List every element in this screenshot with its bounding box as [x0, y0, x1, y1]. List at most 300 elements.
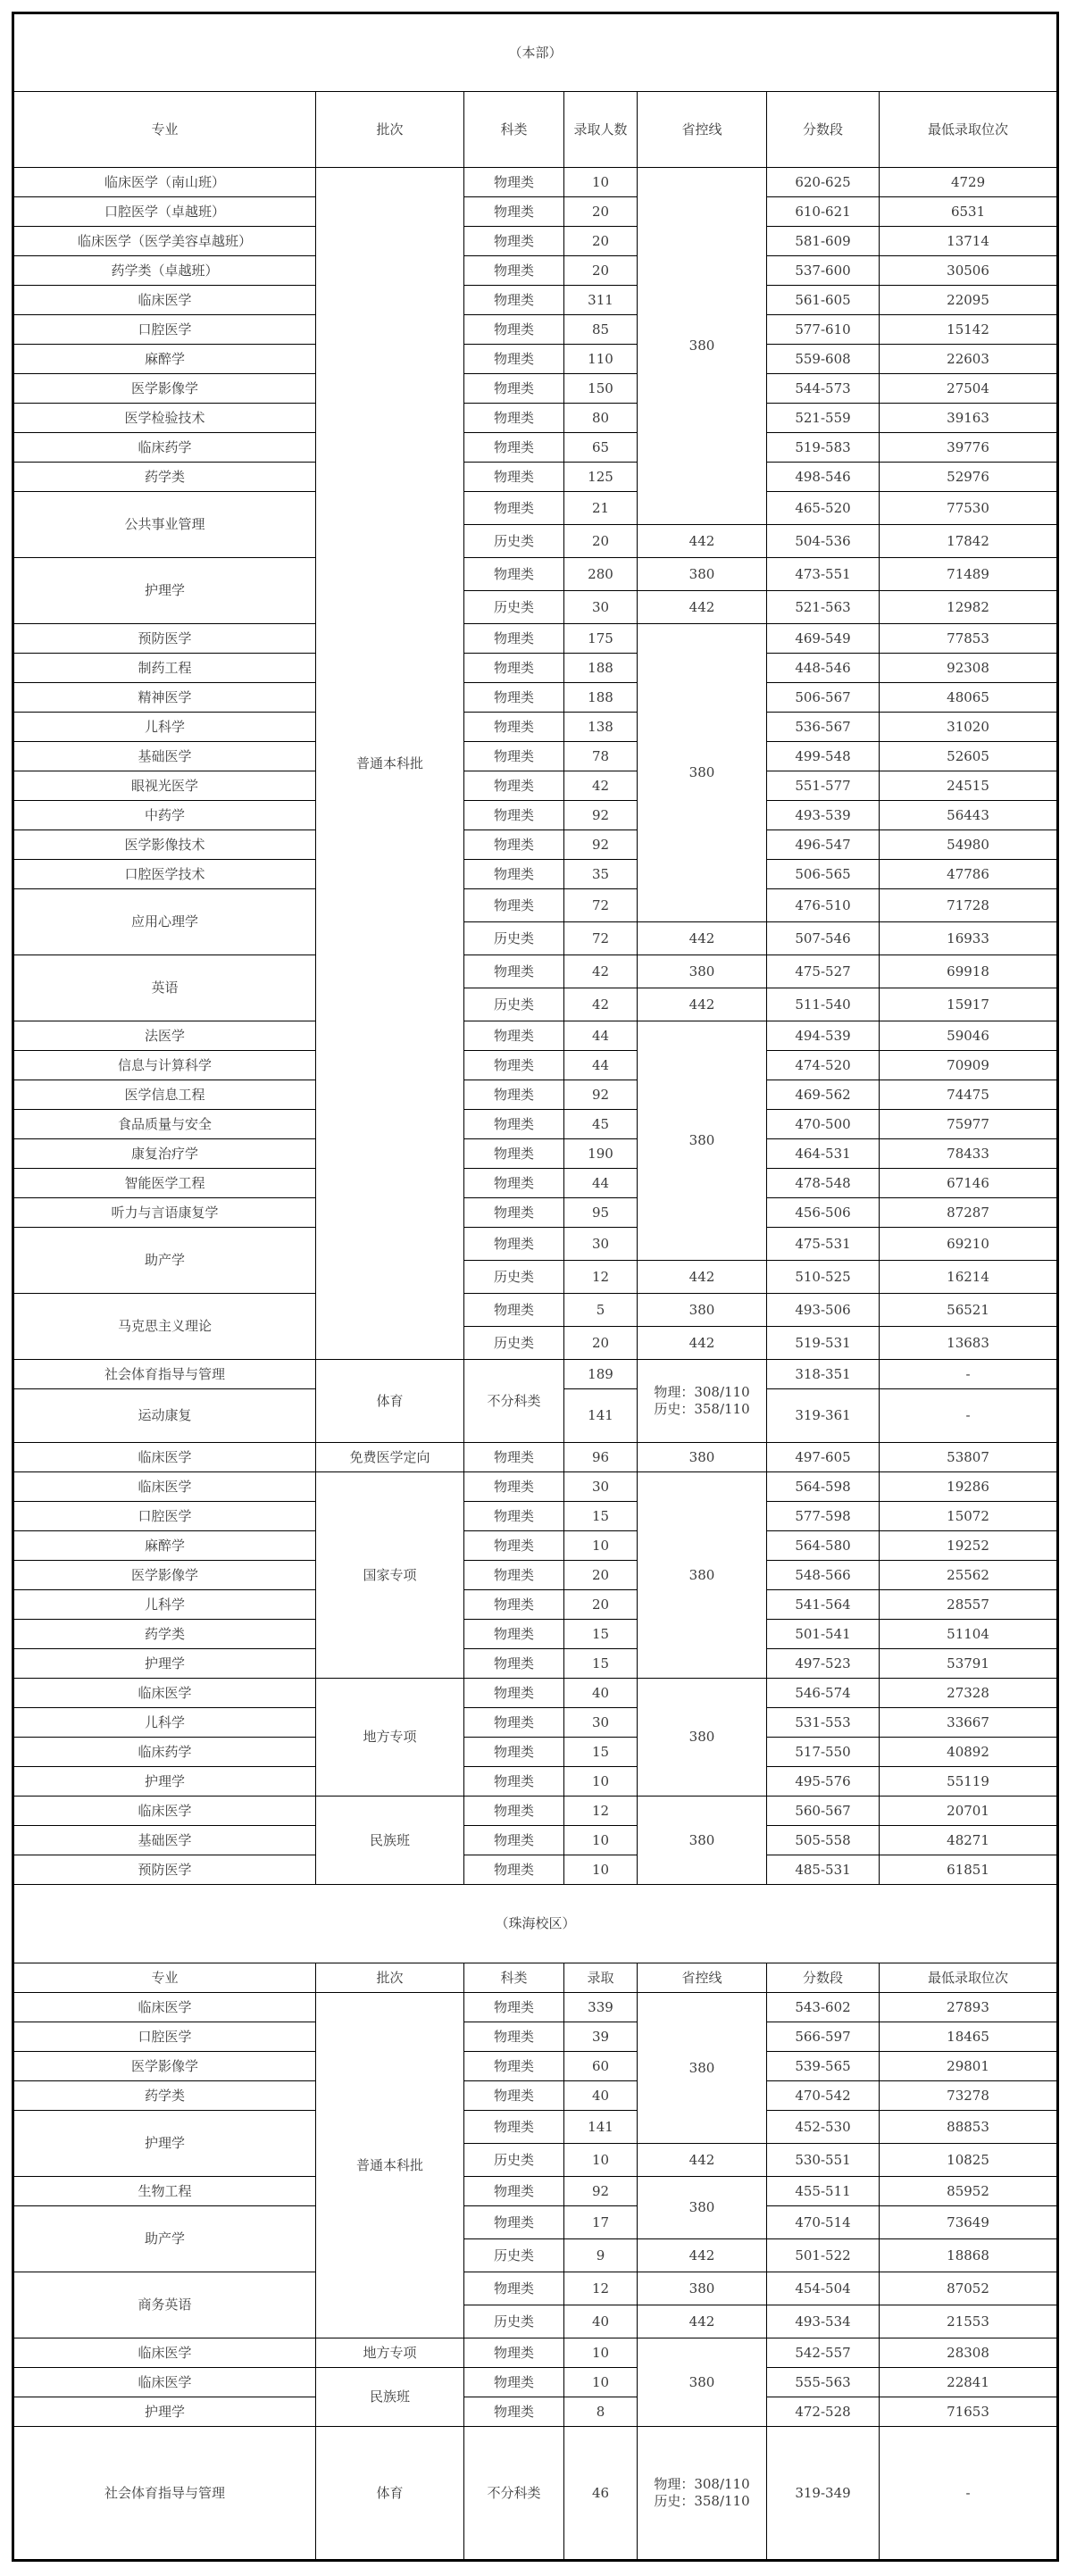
header-major: 专业 — [13, 92, 316, 168]
table-row — [13, 1767, 1058, 1797]
major-cell: 基础医学 — [13, 1826, 316, 1855]
range-cell: 581-609 — [767, 227, 880, 256]
major-cell: 临床医学 — [13, 286, 316, 315]
major-cell: 临床医学（南山班） — [13, 168, 316, 197]
rank-cell: 52976 — [880, 463, 1058, 492]
table-row — [13, 315, 1058, 345]
count-cell: 30 — [564, 1228, 638, 1261]
major-cell: 生物工程 — [13, 2177, 316, 2206]
count-cell: 15 — [564, 1738, 638, 1767]
table-row — [13, 2052, 1058, 2081]
header-subject: 科类 — [464, 1963, 564, 1993]
table-row — [13, 2368, 1058, 2397]
range-cell: 542-557 — [767, 2338, 880, 2368]
rank-cell: 53791 — [880, 1649, 1058, 1679]
range-cell: 493-534 — [767, 2305, 880, 2338]
range-cell: 475-531 — [767, 1228, 880, 1261]
control-line-cell: 380 — [638, 2177, 767, 2239]
count-cell: 10 — [564, 2144, 638, 2177]
subject-cell: 物理类 — [464, 771, 564, 801]
range-cell: 530-551 — [767, 2144, 880, 2177]
rank-cell: 21553 — [880, 2305, 1058, 2338]
batch-cell: 免费医学定向 — [316, 1443, 464, 1472]
header-count: 录取人数 — [564, 92, 638, 168]
subject-cell: 物理类 — [464, 624, 564, 654]
major-cell: 药学类（卓越班） — [13, 256, 316, 286]
table-row — [13, 345, 1058, 374]
range-cell: 506-567 — [767, 683, 880, 713]
table-row — [13, 1993, 1058, 2022]
rank-cell: 47786 — [880, 860, 1058, 889]
subject-cell: 物理类 — [464, 286, 564, 315]
major-cell: 临床医学 — [13, 2368, 316, 2397]
subject-cell: 物理类 — [464, 404, 564, 433]
count-cell: 5 — [564, 1294, 638, 1327]
batch-cell: 地方专项 — [316, 1679, 464, 1797]
range-cell: 452-530 — [767, 2111, 880, 2144]
header-row — [13, 1963, 1058, 1993]
range-cell: 537-600 — [767, 256, 880, 286]
control-line-cell: 442 — [638, 591, 767, 624]
control-line-cell: 380 — [638, 1472, 767, 1679]
count-cell: 15 — [564, 1620, 638, 1649]
range-cell: 539-565 — [767, 2052, 880, 2081]
table-row — [13, 1649, 1058, 1679]
subject-cell: 物理类 — [464, 1767, 564, 1797]
table-row — [13, 742, 1058, 771]
subject-cell: 物理类 — [464, 889, 564, 922]
major-cell: 口腔医学（卓越班） — [13, 197, 316, 227]
rank-cell: - — [880, 1360, 1058, 1389]
subject-cell: 历史类 — [464, 1261, 564, 1294]
rank-cell: 61851 — [880, 1855, 1058, 1885]
table-row — [13, 2111, 1058, 2144]
control-line-physics: 物理：308/110 — [654, 1384, 750, 1400]
range-cell: 511-540 — [767, 988, 880, 1021]
major-cell: 食品质量与安全 — [13, 1110, 316, 1139]
range-cell: 470-500 — [767, 1110, 880, 1139]
count-cell: 12 — [564, 1797, 638, 1826]
header-row — [13, 92, 1058, 168]
control-line-cell: 380 — [638, 1443, 767, 1472]
range-cell: 469-549 — [767, 624, 880, 654]
rank-cell: 71728 — [880, 889, 1058, 922]
major-cell: 法医学 — [13, 1021, 316, 1051]
rank-cell: 71653 — [880, 2397, 1058, 2427]
table-row — [13, 1855, 1058, 1885]
subject-cell: 物理类 — [464, 1228, 564, 1261]
subject-cell: 物理类 — [464, 197, 564, 227]
table-row — [13, 1294, 1058, 1327]
count-cell: 65 — [564, 433, 638, 463]
subject-cell: 物理类 — [464, 1051, 564, 1080]
subject-cell: 物理类 — [464, 860, 564, 889]
rank-cell: 31020 — [880, 713, 1058, 742]
subject-cell: 历史类 — [464, 525, 564, 558]
rank-cell: 22095 — [880, 286, 1058, 315]
range-cell: 546-574 — [767, 1679, 880, 1708]
subject-cell: 物理类 — [464, 801, 564, 830]
major-cell: 听力与言语康复学 — [13, 1198, 316, 1228]
control-line-cell: 442 — [638, 988, 767, 1021]
table-row — [13, 1502, 1058, 1531]
major-cell: 临床医学 — [13, 1443, 316, 1472]
range-cell: 470-542 — [767, 2081, 880, 2111]
major-cell: 预防医学 — [13, 624, 316, 654]
control-line-cell: 380 — [638, 955, 767, 988]
major-cell: 临床医学 — [13, 1472, 316, 1502]
rank-cell: 6531 — [880, 197, 1058, 227]
rank-cell: 73278 — [880, 2081, 1058, 2111]
major-cell: 医学影像技术 — [13, 830, 316, 860]
range-cell: 543-602 — [767, 1993, 880, 2022]
table-row — [13, 1679, 1058, 1708]
count-cell: 60 — [564, 2052, 638, 2081]
range-cell: 499-548 — [767, 742, 880, 771]
count-cell: 12 — [564, 1261, 638, 1294]
range-cell: 559-608 — [767, 345, 880, 374]
range-cell: 531-553 — [767, 1708, 880, 1738]
subject-cell: 物理类 — [464, 1826, 564, 1855]
count-cell: 17 — [564, 2206, 638, 2239]
major-cell: 口腔医学 — [13, 2022, 316, 2052]
count-cell: 45 — [564, 1110, 638, 1139]
section-title: （珠海校区） — [13, 1885, 1058, 1963]
count-cell: 85 — [564, 315, 638, 345]
range-cell: 505-558 — [767, 1826, 880, 1855]
subject-cell: 物理类 — [464, 1080, 564, 1110]
rank-cell: 73649 — [880, 2206, 1058, 2239]
major-cell: 中药学 — [13, 801, 316, 830]
table-row — [13, 1561, 1058, 1590]
subject-cell: 物理类 — [464, 2022, 564, 2052]
batch-cell: 普通本科批 — [316, 1993, 464, 2338]
subject-cell: 物理类 — [464, 830, 564, 860]
subject-cell: 物理类 — [464, 1738, 564, 1767]
count-cell: 40 — [564, 2305, 638, 2338]
rank-cell: 20701 — [880, 1797, 1058, 1826]
subject-cell: 不分科类 — [464, 1360, 564, 1443]
range-cell: 474-520 — [767, 1051, 880, 1080]
count-cell: 46 — [564, 2427, 638, 2561]
table-row — [13, 830, 1058, 860]
control-line-cell: 380 — [638, 2338, 767, 2427]
major-cell: 社会体育指导与管理 — [13, 2427, 316, 2561]
major-cell: 医学检验技术 — [13, 404, 316, 433]
major-cell: 助产学 — [13, 1228, 316, 1294]
rank-cell: 12982 — [880, 591, 1058, 624]
major-cell: 药学类 — [13, 463, 316, 492]
rank-cell: 19252 — [880, 1531, 1058, 1561]
table-row — [13, 1051, 1058, 1080]
control-line-cell: 442 — [638, 2239, 767, 2272]
range-cell: 560-567 — [767, 1797, 880, 1826]
range-cell: 454-504 — [767, 2272, 880, 2305]
range-cell: 577-610 — [767, 315, 880, 345]
subject-cell: 历史类 — [464, 2239, 564, 2272]
subject-cell: 物理类 — [464, 955, 564, 988]
rank-cell: 19286 — [880, 1472, 1058, 1502]
range-cell: 472-528 — [767, 2397, 880, 2427]
rank-cell: - — [880, 1389, 1058, 1443]
count-cell: 20 — [564, 256, 638, 286]
subject-cell: 物理类 — [464, 1472, 564, 1502]
major-cell: 麻醉学 — [13, 345, 316, 374]
count-cell: 96 — [564, 1443, 638, 1472]
rank-cell: 15917 — [880, 988, 1058, 1021]
major-cell: 商务英语 — [13, 2272, 316, 2338]
range-cell: 464-531 — [767, 1139, 880, 1169]
subject-cell: 物理类 — [464, 463, 564, 492]
rank-cell: 39776 — [880, 433, 1058, 463]
range-cell: 506-565 — [767, 860, 880, 889]
count-cell: 10 — [564, 2338, 638, 2368]
rank-cell: 27328 — [880, 1679, 1058, 1708]
rank-cell: 52605 — [880, 742, 1058, 771]
range-cell: 456-506 — [767, 1198, 880, 1228]
table-row — [13, 1443, 1058, 1472]
table-row — [13, 1228, 1058, 1261]
count-cell: 21 — [564, 492, 638, 525]
range-cell: 566-597 — [767, 2022, 880, 2052]
table-row — [13, 1139, 1058, 1169]
major-cell: 医学影像学 — [13, 374, 316, 404]
subject-cell: 物理类 — [464, 2052, 564, 2081]
table-row — [13, 404, 1058, 433]
subject-cell: 物理类 — [464, 433, 564, 463]
rank-cell: 18465 — [880, 2022, 1058, 2052]
subject-cell: 物理类 — [464, 1797, 564, 1826]
count-cell: 141 — [564, 2111, 638, 2144]
count-cell: 72 — [564, 889, 638, 922]
rank-cell: 75977 — [880, 1110, 1058, 1139]
control-line-cell: 380 — [638, 1021, 767, 1261]
rank-cell: 22841 — [880, 2368, 1058, 2397]
subject-cell: 物理类 — [464, 1110, 564, 1139]
range-cell: 470-514 — [767, 2206, 880, 2239]
table-row — [13, 771, 1058, 801]
count-cell: 40 — [564, 2081, 638, 2111]
major-cell: 智能医学工程 — [13, 1169, 316, 1198]
count-cell: 15 — [564, 1649, 638, 1679]
control-line-cell: 380 — [638, 624, 767, 922]
table-row — [13, 463, 1058, 492]
range-cell: 319-349 — [767, 2427, 880, 2561]
major-cell: 公共事业管理 — [13, 492, 316, 558]
table-row — [13, 433, 1058, 463]
major-cell: 口腔医学 — [13, 1502, 316, 1531]
subject-cell: 物理类 — [464, 1561, 564, 1590]
rank-cell: 16933 — [880, 922, 1058, 955]
major-cell: 马克思主义理论 — [13, 1294, 316, 1360]
rank-cell: 10825 — [880, 2144, 1058, 2177]
count-cell: 10 — [564, 1531, 638, 1561]
range-cell: 497-523 — [767, 1649, 880, 1679]
range-cell: 521-563 — [767, 591, 880, 624]
major-cell: 临床医学 — [13, 1679, 316, 1708]
admission-table — [12, 12, 1059, 2562]
rank-cell: 70909 — [880, 1051, 1058, 1080]
table-row — [13, 2022, 1058, 2052]
range-cell: 475-527 — [767, 955, 880, 988]
rank-cell: 54980 — [880, 830, 1058, 860]
range-cell: 476-510 — [767, 889, 880, 922]
subject-cell: 物理类 — [464, 2177, 564, 2206]
subject-cell: 物理类 — [464, 713, 564, 742]
major-cell: 临床医学 — [13, 1993, 316, 2022]
count-cell: 35 — [564, 860, 638, 889]
range-cell: 544-573 — [767, 374, 880, 404]
count-cell: 20 — [564, 197, 638, 227]
table-row — [13, 1080, 1058, 1110]
table-row — [13, 654, 1058, 683]
count-cell: 92 — [564, 2177, 638, 2206]
subject-cell: 物理类 — [464, 1021, 564, 1051]
range-cell: 536-567 — [767, 713, 880, 742]
count-cell: 42 — [564, 771, 638, 801]
rank-cell: 56443 — [880, 801, 1058, 830]
rank-cell: 13683 — [880, 1327, 1058, 1360]
count-cell: 30 — [564, 1472, 638, 1502]
control-line-cell: 380 — [638, 558, 767, 591]
header-batch: 批次 — [316, 1963, 464, 1993]
rank-cell: 40892 — [880, 1738, 1058, 1767]
count-cell: 20 — [564, 1327, 638, 1360]
rank-cell: 48065 — [880, 683, 1058, 713]
subject-cell: 不分科类 — [464, 2427, 564, 2561]
major-cell: 英语 — [13, 955, 316, 1021]
subject-cell: 物理类 — [464, 1590, 564, 1620]
table-row — [13, 1198, 1058, 1228]
subject-cell: 物理类 — [464, 742, 564, 771]
major-cell: 医学影像学 — [13, 1561, 316, 1590]
count-cell: 138 — [564, 713, 638, 742]
subject-cell: 历史类 — [464, 2144, 564, 2177]
range-cell: 551-577 — [767, 771, 880, 801]
range-cell: 318-351 — [767, 1360, 880, 1389]
count-cell: 30 — [564, 591, 638, 624]
range-cell: 493-539 — [767, 801, 880, 830]
rank-cell: 55119 — [880, 1767, 1058, 1797]
rank-cell: 74475 — [880, 1080, 1058, 1110]
table-row — [13, 2427, 1058, 2561]
table-row — [13, 2206, 1058, 2239]
rank-cell: 92308 — [880, 654, 1058, 683]
count-cell: 8 — [564, 2397, 638, 2427]
table-row — [13, 2338, 1058, 2368]
subject-cell: 历史类 — [464, 1327, 564, 1360]
rank-cell: 59046 — [880, 1021, 1058, 1051]
major-cell: 药学类 — [13, 2081, 316, 2111]
range-cell: 507-546 — [767, 922, 880, 955]
table-row — [13, 1472, 1058, 1502]
header-control-line: 省控线 — [638, 92, 767, 168]
subject-cell: 历史类 — [464, 922, 564, 955]
control-line-cell: 442 — [638, 1261, 767, 1294]
major-cell: 临床药学 — [13, 1738, 316, 1767]
batch-cell: 普通本科批 — [316, 168, 464, 1360]
count-cell: 10 — [564, 168, 638, 197]
count-cell: 95 — [564, 1198, 638, 1228]
range-cell: 465-520 — [767, 492, 880, 525]
count-cell: 311 — [564, 286, 638, 315]
range-cell: 495-576 — [767, 1767, 880, 1797]
range-cell: 448-546 — [767, 654, 880, 683]
control-line-cell: 442 — [638, 2144, 767, 2177]
section-title: （本部） — [13, 13, 1058, 92]
rank-cell: 77530 — [880, 492, 1058, 525]
subject-cell: 物理类 — [464, 683, 564, 713]
range-cell: 501-541 — [767, 1620, 880, 1649]
count-cell: 190 — [564, 1139, 638, 1169]
subject-cell: 物理类 — [464, 2081, 564, 2111]
subject-cell: 物理类 — [464, 654, 564, 683]
subject-cell: 物理类 — [464, 1620, 564, 1649]
rank-cell: 88853 — [880, 2111, 1058, 2144]
rank-cell: 56521 — [880, 1294, 1058, 1327]
header-control-line: 省控线 — [638, 1963, 767, 1993]
rank-cell: 22603 — [880, 345, 1058, 374]
rank-cell: 28557 — [880, 1590, 1058, 1620]
rank-cell: 27504 — [880, 374, 1058, 404]
count-cell: 10 — [564, 2368, 638, 2397]
rank-cell: 4729 — [880, 168, 1058, 197]
table-row — [13, 256, 1058, 286]
table-row — [13, 2397, 1058, 2427]
table-row — [13, 1620, 1058, 1649]
range-cell: 498-546 — [767, 463, 880, 492]
count-cell: 280 — [564, 558, 638, 591]
rank-cell: 69918 — [880, 955, 1058, 988]
count-cell: 189 — [564, 1360, 638, 1389]
rank-cell: 24515 — [880, 771, 1058, 801]
table-row — [13, 683, 1058, 713]
range-cell: 455-511 — [767, 2177, 880, 2206]
header-subject: 科类 — [464, 92, 564, 168]
major-cell: 医学信息工程 — [13, 1080, 316, 1110]
control-line-cell — [638, 1360, 767, 1443]
table-row — [13, 1826, 1058, 1855]
count-cell: 175 — [564, 624, 638, 654]
subject-cell: 物理类 — [464, 1198, 564, 1228]
rank-cell: 18868 — [880, 2239, 1058, 2272]
count-cell: 20 — [564, 227, 638, 256]
major-cell: 医学影像学 — [13, 2052, 316, 2081]
table-row — [13, 2272, 1058, 2305]
range-cell: 485-531 — [767, 1855, 880, 1885]
major-cell: 药学类 — [13, 1620, 316, 1649]
range-cell: 510-525 — [767, 1261, 880, 1294]
control-line-cell: 380 — [638, 1294, 767, 1327]
table-row — [13, 1738, 1058, 1767]
count-cell: 10 — [564, 1826, 638, 1855]
count-cell: 125 — [564, 463, 638, 492]
table-row — [13, 197, 1058, 227]
count-cell: 44 — [564, 1051, 638, 1080]
table-row — [13, 1531, 1058, 1561]
count-cell: 39 — [564, 2022, 638, 2052]
range-cell: 501-522 — [767, 2239, 880, 2272]
batch-cell: 民族班 — [316, 2368, 464, 2427]
subject-cell: 物理类 — [464, 374, 564, 404]
table-row — [13, 1169, 1058, 1198]
major-cell: 护理学 — [13, 2397, 316, 2427]
table-row — [13, 227, 1058, 256]
count-cell: 188 — [564, 654, 638, 683]
table-row — [13, 624, 1058, 654]
major-cell: 眼视光医学 — [13, 771, 316, 801]
rank-cell: 87052 — [880, 2272, 1058, 2305]
